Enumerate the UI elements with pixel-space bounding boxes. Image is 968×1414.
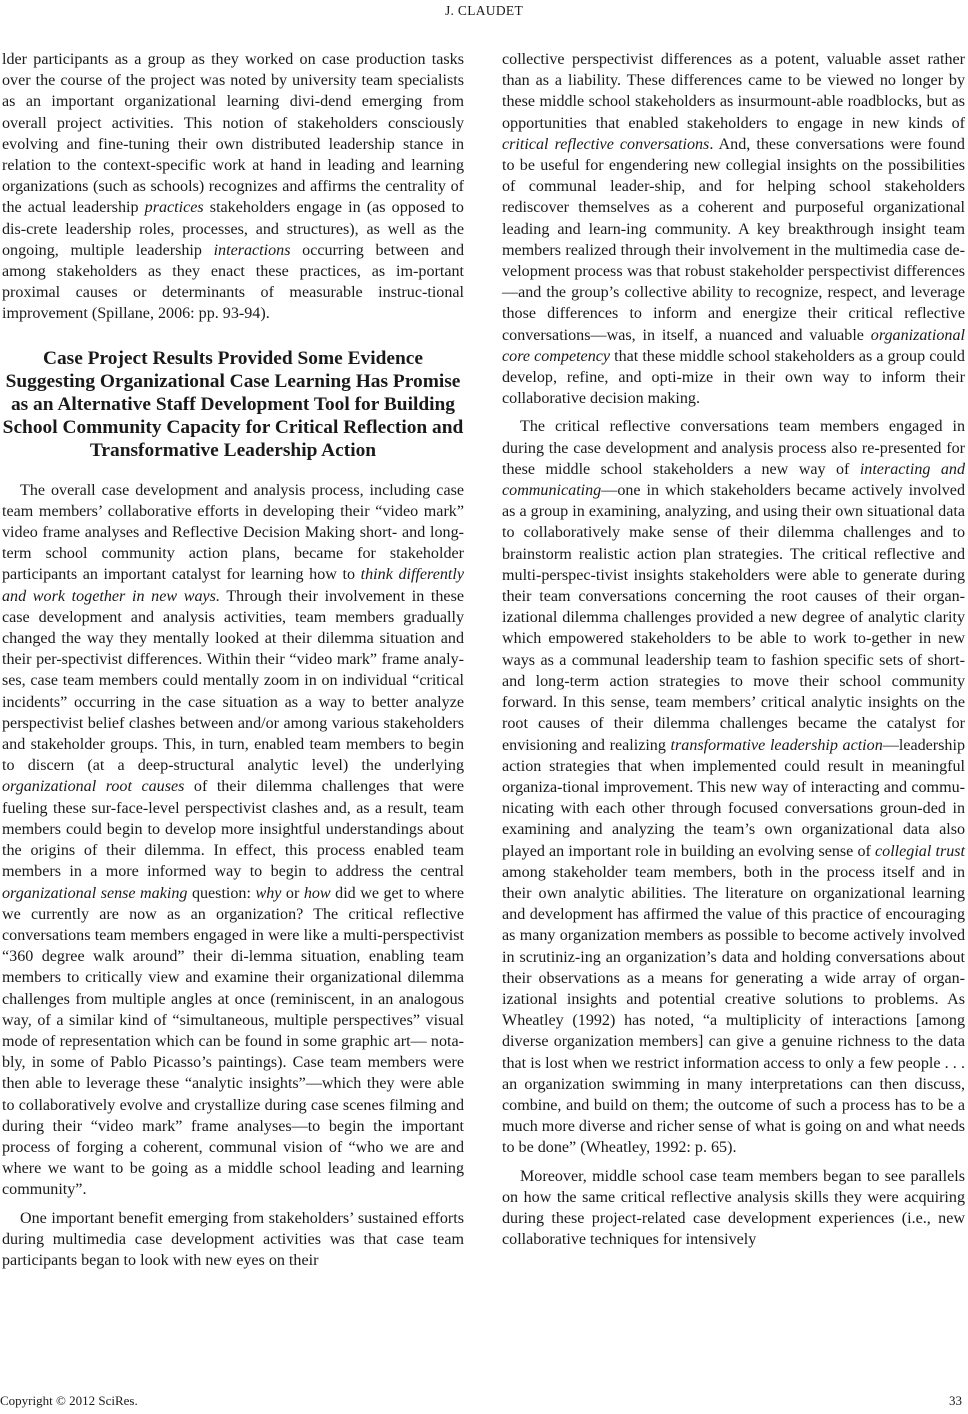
paragraph — [2, 49, 464, 325]
text-run: or — [281, 884, 304, 902]
page-number: 33 — [949, 1393, 962, 1408]
text-run: collective perspectivist differences as a potent, valuable asset rather than as a liability. These differences came to be viewed no longer by these middle school stakeholders as insurmount-able roadblocks, but as opportunities that enabled stakeholders to engage in new kinds of — [502, 51, 965, 132]
text-run: among stakeholder team members, both in the process itself and in their own analytic abilities. The literature on organizational learning and development has affirmed the value of this practice of encouraging as many organization members as possible to become actively involved in scrutiniz-ing an organization’s data and holding conversations about their observations as a means for generating a wide array of organ-izational insights and potential creative solutions to problems. As Wheatley (1992) has noted, “a multiplicity of interactions [among diverse organization members] can give a genuine richness to the data that is lost when we restrict information access to only a few people . . . an organization swimming in many interpretations can then discuss, combine, and build on them; the outcome of such a process has to be a much more diverse and richer sense of what is going on and what needs to be done” (Wheatley, 1992: p. 65). — [502, 863, 965, 1157]
text-run: occurring between and among stakeholders as they enact these practices, as im-portant proximal causes or determinants of measurable instruc-tional improvement (Spillane, 2006: pp. 93-94). — [2, 241, 465, 323]
text-run: question: — [187, 884, 256, 902]
text-run: lder participants as a group as they worked on case production tasks over the course of the project was noted by university team specialists as an important organizational learning divi-dend emerging from overall project activities. This notion of stakeholders consciously evolving and fine-tuning their own distributed leadership stance in relation to the context-specific work at hand in leading and learning organizations (such as schools) recognizes and affirms the centrality of the actual leadership — [2, 51, 464, 217]
italic-term: practices — [144, 199, 204, 217]
italic-term: organizational root causes — [2, 778, 185, 796]
copyright-notice: Copyright © 2012 SciRes. — [0, 1393, 138, 1408]
left-column — [2, 49, 464, 1271]
text-run: did we get to where we currently are now as an organization? The critical reflective conversations team members engaged in were like a multi-perspectivist “360 degree walk around” their di-lemma situation, enabling team members to critically view and examine their organizational dilemma challenges from multiple angles at once (reminiscent, in an analogous way, of a similar kind of “simultaneous, multiple perspectives” visual mode of representation which can be found in some graphic art— nota-bly, in some of Pablo Picasso’s paintings). Case team members were then able to leverage these “analytic insights”—which they were able to collaboratively evolve and crystallize during case scenes filming and during their “video mark” frame analyses—to begin the important process of forging a coherent, communal vision of “who we are and where we want to be going as a middle school leading and learning community”. — [2, 884, 464, 1199]
italic-term: organizational sense making — [2, 884, 188, 902]
italic-term: how — [303, 884, 331, 902]
paragraph — [2, 480, 464, 1201]
italic-term: think differently and work together in new ways. — [2, 566, 464, 605]
section-heading: Case Project Results Provided Some Evidence Suggesting Organizational Case Learning Has Promise as an Alternative Staff Development Tool for Building School Community Capacity for Critical Reflection and Transformative Leadership Action — [2, 347, 464, 461]
text-run: —one in which stakeholders became actively involved as a group in examining, analyzing, and using their own situational data to collaboratively make sense of their dilemma challenges and to brainstorm realistic action plan strategies. The critical reflective and multi-perspec-tivist insights stakeholders were able to generate during their team conversations concerning the root causes of their organ-izational dilemma challenges provided a new degree of analytic clarity which empowered stakeholders to be able to work to-gether in new ways as a communal leadership team to fashion specific sets of short- and long-term action strategies to move their school community forward. In this sense, team members’ critical analytic insights on the root causes of their dilemma challenges became the catalyst for envisioning and realizing — [502, 482, 965, 754]
italic-term: collegial trust — [875, 842, 965, 860]
text-run: . And, these conversations were found to be useful for engendering new collegial insights on the possibilities of communal leader-ship, and for helping school stakeholders rediscover themselves as a coherent and purposeful organizational leading and learn-ing community. A key breakthrough insight team members realized through their involvement in the multimedia case de-velopment process was that robust stakeholder perspectivist differences—and the group’s collective ability to recognize, respect, and leverage those differences to inform and energize their critical reflective conversations—was, in itself, a nuanced and valuable — [502, 135, 965, 344]
text-run: of their dilemma challenges that were fueling these sur-face-level perspectivist clashes and, as a result, team members could begin to develop more insightful understandings about the origins of their dilemma. In effect, this process enabled team members in a more informed way to begin to address the central — [2, 778, 465, 881]
right-column — [502, 49, 965, 1250]
italic-term: transformative leadership action — [670, 736, 883, 754]
paragraph: Moreover, middle school case team members began to see parallels on how the same critical reflective analysis skills they were acquiring during these project-related case development experiences (i.e., new collaborative techniques for intensively — [502, 1167, 965, 1249]
text-run: —leadership action strategies that when implemented could result in meaningful organiza-tional improvement. This new way of interacting and commu-nicating with each other through focused conversations groun-ded in examining and analyzing the team’s own organizational data also played an important role in building an evolving sense of — [502, 736, 965, 860]
running-head: J. CLAUDET — [445, 3, 523, 18]
text-run: stakeholders engage in (as opposed to dis-crete leadership roles, processes, and structures), as well as the ongoing, multiple leadership — [2, 199, 464, 259]
text-run: that these middle school stakeholders as a group could develop, refine, and opti-mize in their own way to inform their collaborative decision making. — [502, 347, 965, 408]
italic-term: critical reflective conversations — [502, 135, 710, 153]
paragraph — [502, 416, 965, 1158]
text-run: The critical reflective conversations team members engaged in during the case development and analysis process also re-presented for these middle school stakeholders a new way of — [502, 418, 965, 478]
italic-term: organizational core competency — [502, 326, 965, 365]
italic-term: interactions — [213, 241, 291, 259]
italic-term: why — [255, 884, 282, 902]
text-run: The overall case development and analysis process, including case team members’ collaborative efforts in developing their “video mark” video frame analyses and Reflective Decision Making short- and long-term school community action plans, became for stakeholder participants an important catalyst for learning how to — [2, 481, 464, 584]
italic-term: interacting and communicating — [502, 460, 966, 500]
paragraph: One important benefit emerging from stakeholders’ sustained efforts during multimedia case development activities was that case team participants began to look with new eyes on their — [2, 1209, 464, 1269]
paragraph — [502, 49, 965, 409]
text-run: Through their involvement in these case development and analysis activities, team members gradually changed the way they mentally looked at their dilemma situation and their per-spectivist differences. Within their “video mark” frame analy-ses, case team members could mentally zoom in on individual “critical incidents” occurring in the case situation as a way to better analyze perspectivist belief clashes between and/or among various stakeholders and stakeholder groups. This, in turn, enabled team members to begin to discern (at a deep-structural analytic level) the underlying — [2, 587, 464, 775]
